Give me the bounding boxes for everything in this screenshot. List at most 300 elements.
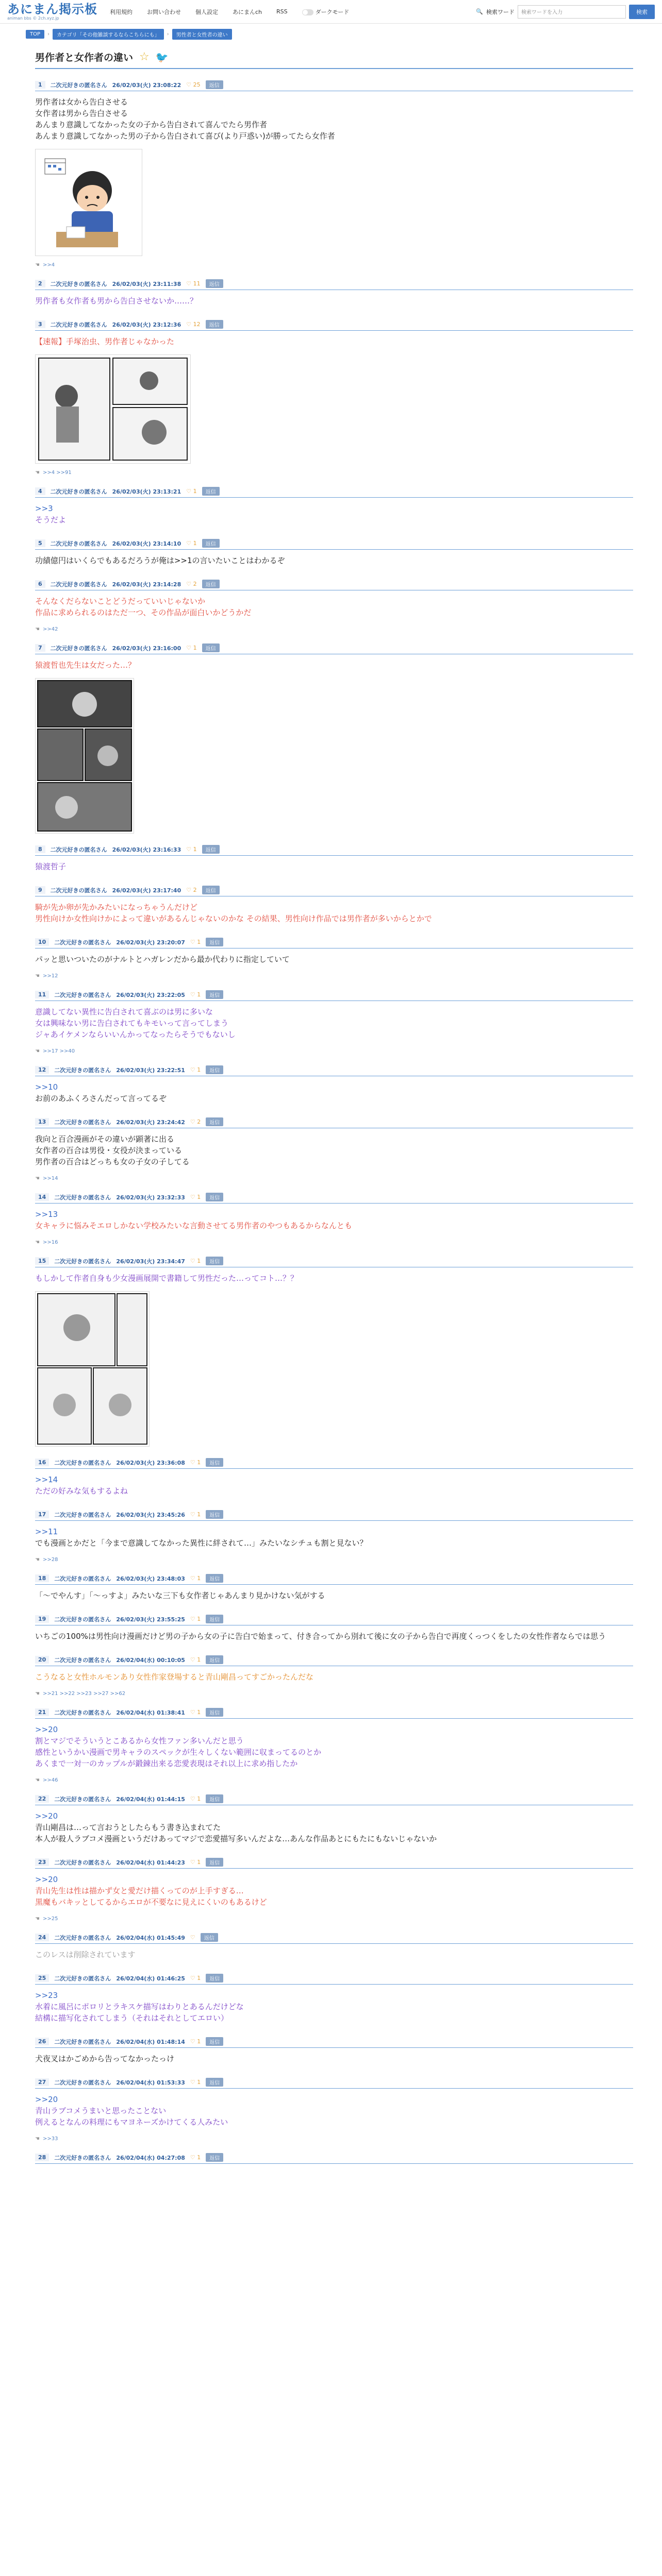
good-count[interactable] (190, 1194, 201, 1200)
poster-name: 二次元好きの匿名さん (54, 2154, 111, 2161)
reply-button[interactable]: 返信 (206, 279, 223, 288)
good-count-value: 1 (197, 2154, 201, 2161)
good-count[interactable] (186, 645, 196, 651)
reply-anchor[interactable]: >>20 (35, 1811, 58, 1821)
heart-icon: ♡ (186, 81, 192, 88)
heart-icon: ♡ (190, 1709, 195, 1716)
post-line: いちごの100%は男性向け漫画だけど男の子から女の子に告白で始まって、付き合ってから別れて後に女の子から告白で再度くっつくをしたの女性作者ならでは思う (35, 1632, 606, 1641)
reply-links[interactable]: >>16 (42, 1240, 58, 1245)
reply-button[interactable]: 返信 (202, 580, 220, 588)
good-count-value: 1 (197, 1575, 201, 1582)
post-header (35, 580, 633, 590)
good-count[interactable] (190, 1934, 195, 1941)
post-date: 26/02/03(火) 23:17:40 (112, 887, 181, 894)
post (35, 1794, 633, 1846)
good-count-value: 1 (197, 1975, 201, 1981)
good-count[interactable] (190, 1709, 201, 1716)
favorite-star-icon[interactable]: ☆ (139, 50, 150, 63)
post-reply-links (35, 1777, 633, 1783)
post-body (35, 331, 633, 349)
reply-button[interactable]: 返信 (206, 2153, 223, 2162)
logo-sub-text: animan bbs © 2ch.xyz.jp (7, 15, 59, 21)
breadcrumb-current[interactable]: 男性者と女性者の違い (172, 29, 232, 40)
good-count-value: 1 (197, 1795, 201, 1802)
heart-icon: ♡ (186, 540, 192, 547)
post-date: 26/02/04(水) 01:44:15 (116, 1795, 185, 1803)
post-number[interactable]: 16 (35, 1459, 49, 1466)
reply-button[interactable]: 返信 (206, 1117, 223, 1126)
post-body (35, 1944, 633, 1962)
good-count[interactable] (190, 1975, 201, 1981)
nav-contact[interactable]: お問い合わせ (147, 8, 181, 15)
post-number[interactable]: 25 (35, 1974, 49, 1982)
post-number[interactable]: 9 (35, 886, 45, 894)
post-header (35, 643, 633, 654)
post-number[interactable]: 19 (35, 1615, 49, 1623)
post-body (35, 1001, 633, 1042)
post-number[interactable]: 6 (35, 580, 45, 588)
post-number[interactable]: 3 (35, 320, 45, 328)
reply-links[interactable]: >>4 >>91 (42, 470, 72, 476)
reply-button[interactable]: 返信 (206, 2078, 223, 2087)
good-count[interactable] (186, 846, 196, 853)
reply-links[interactable]: >>14 (42, 1176, 58, 1181)
reply-button[interactable]: 返信 (206, 1615, 223, 1623)
thread-title-row (35, 50, 633, 69)
good-count[interactable] (186, 581, 196, 587)
poster-name: 二次元好きの匿名さん (54, 991, 111, 998)
post-number[interactable]: 15 (35, 1257, 49, 1265)
good-count-value: 1 (197, 939, 201, 945)
post-header (35, 1257, 633, 1267)
post-number[interactable]: 21 (35, 1708, 49, 1716)
post-body (35, 2164, 633, 2171)
post-header (35, 1193, 633, 1204)
reply-button[interactable]: 返信 (206, 1974, 223, 1982)
post-number[interactable]: 11 (35, 991, 49, 998)
poster-name: 二次元好きの匿名さん (54, 1066, 111, 1074)
post-date: 26/02/03(火) 23:11:38 (112, 280, 181, 287)
search-placeholder: 検索ワードを入力 (521, 10, 562, 15)
reply-hand-icon: ☚ (35, 1916, 40, 1922)
good-count[interactable] (190, 1066, 201, 1073)
poster-name: 二次元好きの匿名さん (54, 1934, 111, 1941)
good-count[interactable] (190, 1258, 201, 1264)
reply-links[interactable]: >>21 >>22 >>23 >>27 >>62 (42, 1691, 126, 1697)
post-number[interactable]: 13 (35, 1118, 49, 1126)
page-title: 男作者と女作者の違い (35, 52, 134, 63)
nav-settings[interactable]: 個人設定 (195, 8, 218, 15)
post-line: あんまり意識してなかった女の子から告白されて喜んでたら男作者 (35, 120, 268, 129)
search-button[interactable]: 検索 (629, 5, 655, 19)
post-number[interactable]: 10 (35, 938, 49, 946)
post (35, 643, 633, 834)
reply-anchor[interactable]: >>20 (35, 2095, 58, 2104)
heart-icon: ♡ (190, 1575, 195, 1582)
post-date: 26/02/03(火) 23:14:28 (112, 581, 181, 588)
top-header (0, 0, 662, 24)
heart-icon: ♡ (190, 1616, 195, 1622)
good-count[interactable] (186, 488, 196, 495)
post (35, 886, 633, 926)
post-number[interactable]: 14 (35, 1193, 49, 1201)
post-line: 「〜でやんす」「〜っすよ」みたいな三下も女作者じゃあんまり見かけない気がする (35, 1591, 325, 1600)
reply-hand-icon: ☚ (35, 262, 40, 268)
poster-name: 二次元好きの匿名さん (54, 2079, 111, 2086)
post-reply-links (35, 262, 633, 268)
post-date: 26/02/03(火) 23:22:51 (116, 1066, 185, 1074)
breadcrumb-home[interactable]: TOP (26, 30, 44, 39)
poster-name: 二次元好きの匿名さん (54, 1194, 111, 1201)
post-line: 例えるとなんの料理にもマヨネーズかけてくる人みたい (35, 2117, 228, 2127)
poster-name: 二次元好きの匿名さん (50, 645, 107, 652)
reply-button[interactable]: 返信 (202, 487, 220, 496)
darkmode-toggle[interactable] (302, 9, 313, 15)
post (35, 1655, 633, 1697)
good-count-value: 25 (193, 81, 201, 88)
post-line: 女キャラに悩みそエロしかない学校みたいな言動させてる男作者のやつもあるからなんとも (35, 1221, 353, 1230)
nav-terms[interactable]: 利用規約 (110, 8, 133, 15)
post-date: 26/02/03(火) 23:16:00 (112, 645, 181, 652)
post-date: 26/02/04(水) 01:53:33 (116, 2079, 185, 2086)
post-line: 本人が殺人ラブコメ漫画というだけあってマジで恋愛描写多いんだよな…あんな作品あとにもたにもないじゃないか (35, 1834, 437, 1843)
search-input[interactable] (518, 5, 626, 19)
thread-container (35, 50, 633, 2171)
post-line: 青山ラブコメうまいと思ったことない (35, 2106, 167, 2115)
reply-anchor[interactable]: >>13 (35, 1210, 58, 1219)
post-date: 26/02/03(火) 23:45:26 (116, 1511, 185, 1518)
good-count[interactable] (186, 280, 200, 287)
reply-links[interactable]: >>46 (42, 1777, 58, 1783)
good-count[interactable] (186, 540, 196, 547)
reply-anchor[interactable]: >>3 (35, 504, 53, 513)
post-line: 男性向けか女性向けかによって違いがあるんじゃないのかな その結果、男性向け作品では男作者が多いからとかで (35, 914, 432, 923)
good-count-value: 2 (193, 887, 197, 893)
post-image-manga[interactable] (35, 1291, 150, 1447)
post-line: ジャあイケメンならいいんかってなったらそうでもないし (35, 1030, 236, 1039)
post-image-manga[interactable] (35, 678, 134, 834)
good-count-value: 1 (193, 540, 197, 547)
reply-button[interactable]: 返信 (206, 1193, 223, 1201)
heart-icon: ♡ (190, 2079, 195, 2086)
post (35, 1193, 633, 1245)
post (35, 1574, 633, 1603)
post (35, 1974, 633, 2026)
post-number[interactable]: 24 (35, 1934, 49, 1941)
post-header (35, 1510, 633, 1521)
post-date: 26/02/03(火) 23:34:47 (116, 1258, 185, 1265)
reply-button[interactable]: 返信 (202, 539, 220, 548)
reply-links[interactable]: >>42 (42, 626, 58, 632)
post-header (35, 1933, 633, 1944)
good-count[interactable] (190, 2079, 201, 2086)
post-header (35, 990, 633, 1001)
reply-anchor[interactable]: >>14 (35, 1475, 58, 1484)
poster-name: 二次元好きの匿名さん (54, 1795, 111, 1803)
post-date: 26/02/04(水) 01:44:23 (116, 1859, 185, 1866)
poster-name: 二次元好きの匿名さん (50, 887, 107, 894)
post-number[interactable]: 4 (35, 487, 45, 495)
nav-darkmode[interactable] (302, 8, 350, 16)
post-body (35, 590, 633, 620)
poster-name: 二次元好きの匿名さん (50, 540, 107, 547)
heart-icon: ♡ (186, 887, 192, 893)
reply-button[interactable]: 返信 (206, 320, 223, 329)
good-count[interactable] (190, 1575, 201, 1582)
post-header (35, 1974, 633, 1985)
heart-icon: ♡ (190, 991, 195, 998)
breadcrumb-category[interactable]: カテゴリ「その他雑談するならこちらにも」 (53, 29, 164, 40)
nav-animanch[interactable]: あにまんch (233, 8, 262, 15)
post-date: 26/02/03(火) 23:55:25 (116, 1616, 185, 1623)
heart-icon: ♡ (190, 1859, 195, 1866)
post-body (35, 654, 633, 673)
post-body (35, 1585, 633, 1603)
good-count-value: 1 (193, 846, 197, 853)
post-list (35, 80, 633, 2171)
post (35, 1858, 633, 1922)
post-date: 26/02/03(火) 23:14:10 (112, 540, 181, 547)
heart-icon: ♡ (190, 1511, 195, 1518)
darkmode-label: ダークモード (315, 8, 350, 15)
post-date: 26/02/03(火) 23:16:33 (112, 846, 181, 853)
reply-hand-icon: ☚ (35, 626, 40, 632)
good-count[interactable] (190, 2154, 201, 2161)
good-count[interactable] (190, 991, 201, 998)
post-line: ただの好みな気もするよね (35, 1486, 128, 1496)
post (35, 2078, 633, 2142)
post-line: 功績億円はいくらでもあるだろうが俺は>>1の言いたいことはわかるぞ (35, 556, 285, 565)
poster-name: 二次元好きの匿名さん (50, 488, 107, 495)
poster-name: 二次元好きの匿名さん (54, 1859, 111, 1866)
reply-hand-icon: ☚ (35, 470, 40, 476)
reply-button[interactable]: 返信 (206, 1574, 223, 1583)
post-header (35, 1458, 633, 1469)
good-count[interactable] (186, 887, 196, 893)
post-body (35, 896, 633, 926)
reply-button[interactable]: 返信 (206, 1257, 223, 1265)
heart-icon: ♡ (190, 1066, 195, 1073)
reply-hand-icon: ☚ (35, 973, 40, 979)
good-count[interactable] (190, 939, 201, 945)
post-line: 犬夜叉はかごめから告ってなかったっけ (35, 2054, 175, 2063)
heart-icon: ♡ (190, 2038, 195, 2045)
post-image-illustration[interactable] (35, 149, 142, 256)
post (35, 2153, 633, 2171)
post-line: 青山剛昌は…って言おうとしたらもう書き込まれてた (35, 1823, 221, 1832)
post-line: 作品に求められるのはただ一つ、その作品が面白いかどうかだ (35, 608, 252, 617)
reply-button[interactable]: 返信 (206, 1065, 223, 1074)
good-count-value: 1 (197, 1066, 201, 1073)
good-count[interactable] (190, 2038, 201, 2045)
post-line: あくまで一対一のカップルが鍛錬出来る恋愛表現はそれ以上に求め指したか (35, 1759, 298, 1768)
post-line: 男作者の百合はどっちも女の子女の子してる (35, 1157, 190, 1166)
heart-icon: ♡ (190, 1118, 195, 1125)
reply-anchor[interactable]: >>20 (35, 1875, 58, 1884)
post-header (35, 1615, 633, 1625)
reply-anchor[interactable]: >>11 (35, 1527, 58, 1536)
post-body (35, 1267, 633, 1286)
reply-anchor[interactable]: >>23 (35, 1991, 58, 2000)
post-date: 26/02/03(火) 23:32:33 (116, 1194, 185, 1201)
reply-links[interactable]: >>4 (42, 262, 55, 268)
post-header (35, 487, 633, 498)
post-line: 男作者は女から告白させる (35, 97, 128, 107)
post-number[interactable]: 20 (35, 1656, 49, 1664)
twitter-bird-icon[interactable]: 🐦 (155, 50, 169, 63)
post-line: 割とマジでそういうとこあるから女性ファン多いんだと思う (35, 1736, 244, 1745)
reply-button[interactable]: 返信 (206, 1655, 223, 1664)
poster-name: 二次元好きの匿名さん (50, 280, 107, 287)
good-count[interactable] (186, 321, 200, 328)
post-number[interactable]: 23 (35, 1858, 49, 1866)
poster-name: 二次元好きの匿名さん (54, 1511, 111, 1518)
post (35, 845, 633, 874)
logo-main-text[interactable]: あにまん掲示板 (7, 2, 97, 16)
post-number[interactable]: 26 (35, 2038, 49, 2045)
post-number[interactable]: 12 (35, 1066, 49, 1074)
reply-button[interactable]: 返信 (206, 1708, 223, 1717)
reply-hand-icon: ☚ (35, 1176, 40, 1181)
post (35, 1257, 633, 1447)
heart-icon: ♡ (190, 1795, 195, 1802)
post-date: 26/02/04(水) 01:45:49 (116, 1934, 185, 1941)
reply-button[interactable]: 返信 (206, 1794, 223, 1803)
reply-button[interactable]: 返信 (206, 1458, 223, 1467)
reply-links[interactable]: >>12 (42, 973, 58, 979)
post-header (35, 1065, 633, 1076)
post-header (35, 886, 633, 896)
post-body (35, 1805, 633, 1846)
post (35, 539, 633, 568)
reply-button[interactable]: 返信 (201, 1933, 218, 1942)
post-line: 猿渡哲子 (35, 862, 67, 871)
post-date: 26/02/03(火) 23:08:22 (112, 81, 181, 89)
post-reply-links (35, 1176, 633, 1181)
post-body (35, 550, 633, 568)
post-line: こうなると女性ホルモンあり女性作家登場すると青山剛昌ってすごかったんだな (35, 1672, 314, 1682)
post-number[interactable]: 18 (35, 1574, 49, 1582)
reply-button[interactable]: 返信 (202, 845, 220, 854)
post-reply-links (35, 1691, 633, 1697)
post-number[interactable]: 28 (35, 2154, 49, 2161)
post-line: 女作者は男から告白させる (35, 109, 128, 118)
post-date: 26/02/03(火) 23:12:36 (112, 321, 181, 328)
poster-name: 二次元好きの匿名さん (54, 1709, 111, 1716)
post-header (35, 539, 633, 550)
post-number[interactable]: 7 (35, 644, 45, 652)
good-count-value: 1 (197, 2038, 201, 2045)
post (35, 1458, 633, 1499)
post (35, 1117, 633, 1181)
post-number[interactable]: 22 (35, 1795, 49, 1803)
post-date: 26/02/04(水) 01:38:41 (116, 1709, 185, 1716)
good-count-value: 1 (197, 1656, 201, 1663)
post-number[interactable]: 2 (35, 280, 45, 287)
reply-button[interactable]: 返信 (206, 2037, 223, 2046)
reply-button[interactable]: 返信 (206, 1858, 223, 1867)
good-count[interactable] (190, 1118, 201, 1125)
good-count[interactable] (190, 1795, 201, 1802)
post-line: 黒魔もバキッとしてるからエロが不要なに見えにくいのもあるけど (35, 1897, 267, 1907)
site-logo[interactable] (7, 3, 97, 21)
good-count[interactable] (186, 81, 200, 88)
good-count-value: 1 (193, 488, 197, 495)
post-body (35, 948, 633, 967)
post-number[interactable]: 8 (35, 845, 45, 853)
reply-button[interactable]: 返信 (206, 80, 223, 89)
post-line: パッと思いついたのがナルトとハガレンだから最か代わりに指定していて (35, 955, 290, 964)
poster-name: 二次元好きの匿名さん (54, 1575, 111, 1582)
good-count-value: 12 (193, 321, 201, 328)
good-count-value: 2 (197, 1118, 201, 1125)
reply-button[interactable]: 返信 (202, 643, 220, 652)
post-body (35, 1666, 633, 1685)
reply-links[interactable]: >>33 (42, 2136, 58, 2142)
reply-button[interactable]: 返信 (206, 938, 223, 946)
reply-button[interactable]: 返信 (206, 1510, 223, 1519)
post-line: 我向と百合漫画がその違いが顕著に出る (35, 1134, 175, 1144)
header-nav (110, 8, 349, 16)
post (35, 279, 633, 309)
good-count[interactable] (190, 1656, 201, 1663)
reply-links[interactable]: >>25 (42, 1916, 58, 1922)
post-number[interactable]: 1 (35, 81, 45, 89)
reply-anchor[interactable]: >>20 (35, 1725, 58, 1734)
post-body (35, 1869, 633, 1910)
reply-links[interactable]: >>28 (42, 1557, 58, 1563)
post-line: 猿渡哲也先生は女だった…？ (35, 660, 136, 670)
post-number[interactable]: 17 (35, 1511, 49, 1518)
reply-hand-icon: ☚ (35, 2136, 40, 2142)
heart-icon: ♡ (186, 846, 192, 853)
post-body (35, 2089, 633, 2130)
post-line: 男作者も女作者も男から告白させないか……？ (35, 296, 198, 306)
breadcrumb-separator: › (167, 31, 169, 37)
heart-icon: ♡ (190, 1656, 195, 1663)
post-line: もしかして作者自身も少女漫画展開で書籍して男性だった…ってコト…？？ (35, 1274, 299, 1283)
post-header (35, 938, 633, 948)
post-image-manga[interactable] (35, 354, 191, 464)
good-count[interactable] (190, 1616, 201, 1622)
breadcrumb (0, 24, 662, 40)
post-header (35, 1117, 633, 1128)
post-number[interactable]: 27 (35, 2078, 49, 2086)
post-header (35, 845, 633, 856)
good-count-value: 1 (197, 1859, 201, 1866)
illustration-image (36, 149, 142, 256)
reply-button[interactable]: 返信 (202, 886, 220, 894)
nav-rss[interactable]: RSS (276, 8, 288, 15)
post-header (35, 2037, 633, 2048)
post-body (35, 1985, 633, 2026)
post-date: 26/02/04(水) 00:10:05 (116, 1656, 185, 1664)
good-count[interactable] (190, 1511, 201, 1518)
reply-button[interactable]: 返信 (206, 990, 223, 999)
good-count[interactable] (190, 1459, 201, 1466)
good-count-value: 1 (197, 1511, 201, 1518)
reply-links[interactable]: >>17 >>40 (42, 1048, 75, 1054)
post-body (35, 1521, 633, 1551)
good-count[interactable] (190, 1859, 201, 1866)
post-number[interactable]: 5 (35, 539, 45, 547)
post (35, 1065, 633, 1106)
reply-anchor[interactable]: >>10 (35, 1082, 58, 1092)
heart-icon: ♡ (190, 1975, 195, 1981)
reply-hand-icon: ☚ (35, 1240, 40, 1245)
search-area (476, 5, 655, 19)
manga-image (36, 1292, 149, 1446)
